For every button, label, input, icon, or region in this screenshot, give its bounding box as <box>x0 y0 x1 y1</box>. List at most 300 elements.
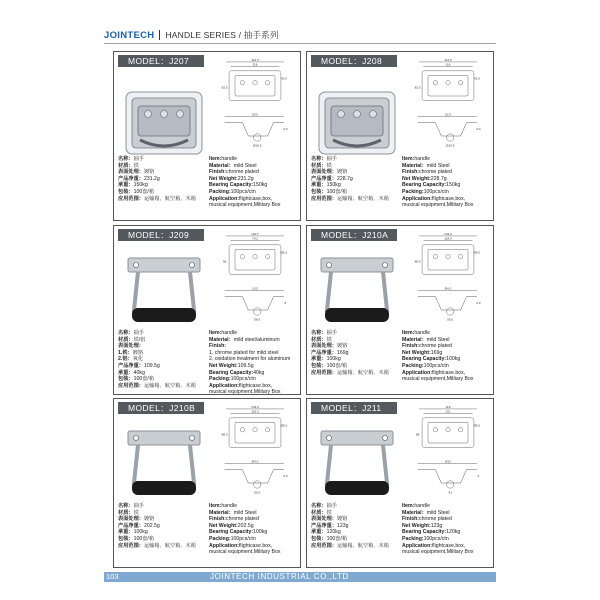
model-label: MODEL：J209 <box>118 229 204 241</box>
product-photo <box>313 248 401 338</box>
spec-key: 产品净重： <box>311 522 337 529</box>
spec-value: 123g <box>336 522 349 529</box>
dimension-label: 118 <box>445 405 451 410</box>
spec-row <box>402 182 494 189</box>
spec-key: Finish: <box>209 343 227 350</box>
spec-value: 169g <box>430 349 443 356</box>
spec-row <box>118 536 214 543</box>
spec-key: Material： <box>209 162 234 169</box>
dimension-label: 50.0 <box>254 490 261 495</box>
spec-key: 包装： <box>311 362 327 369</box>
spec-value: chrome plated <box>419 516 452 523</box>
spec-value: 150kg <box>446 182 461 189</box>
dimension-label: 2.0 <box>283 127 288 132</box>
spec-value: mild Steel <box>233 162 257 169</box>
spec-value: 镀铬 <box>143 169 155 176</box>
spec-list-chinese <box>311 156 407 202</box>
model-label: MODEL：J207 <box>118 55 204 67</box>
model-label: MODEL：J211 <box>311 402 397 414</box>
spec-key: 应用范围： <box>311 369 337 376</box>
spec-row <box>209 376 301 383</box>
dimension-label: Ø5.0 <box>473 250 481 255</box>
spec-value: 100pcs/ctn <box>423 362 449 369</box>
spec-row <box>311 503 407 510</box>
spec-key: 名称： <box>118 503 134 509</box>
spec-row <box>402 176 494 183</box>
spec-value: 镀铬 <box>143 516 155 523</box>
spec-value: 铁/铝 <box>133 336 146 343</box>
product-photo <box>120 248 208 338</box>
spec-value: chrome plated <box>226 516 259 523</box>
spec-list-chinese <box>311 503 407 549</box>
spec-value: musical equipment,Military Box <box>402 549 474 556</box>
spec-list-english <box>402 330 494 383</box>
spec-key: 应用范围： <box>118 542 144 549</box>
spec-key: Packing: <box>402 188 424 195</box>
spec-row <box>402 337 494 344</box>
spec-key: Application: <box>402 542 432 549</box>
spec-key: 承重： <box>118 529 134 536</box>
spec-row <box>209 363 301 370</box>
spec-value: flightcase,box, <box>431 542 466 549</box>
spec-row <box>118 363 214 370</box>
spec-value: 抽手 <box>133 330 144 336</box>
dimension-label: 10.5 <box>251 286 259 291</box>
spec-value: flightcase,box, <box>238 195 273 202</box>
dimension-label: 112.0 <box>444 58 452 63</box>
spec-value: 铁 <box>133 162 139 169</box>
dimension-label: 118.0 <box>251 409 259 414</box>
dimension-label: 82.5 <box>414 85 421 90</box>
dimension-label: 42.0 <box>473 76 480 81</box>
product-photo <box>313 421 401 511</box>
spec-value: 运输箱、航空箱、木箱 <box>143 195 196 202</box>
product-card <box>306 225 494 395</box>
spec-value: musical equipment,Military Box <box>209 389 281 396</box>
spec-row <box>209 389 301 396</box>
spec-value: 运输箱、航空箱、木箱 <box>336 195 389 202</box>
spec-row <box>402 549 494 556</box>
product-card <box>113 51 301 221</box>
spec-value: 镀铬 <box>132 349 144 356</box>
spec-value: flightcase,box, <box>238 382 273 389</box>
spec-value: 铁 <box>326 336 332 343</box>
spec-key: Net Weight: <box>209 362 238 369</box>
product-photo <box>120 74 208 164</box>
product-card <box>113 398 301 568</box>
spec-value: musical equipment,Military Box <box>209 202 281 209</box>
spec-value: 150kg <box>133 182 148 189</box>
spec-row <box>402 169 494 176</box>
spec-value: 抽手 <box>326 330 337 336</box>
dimension-label: 58.0 <box>254 317 261 322</box>
dimension-label: 134.0 <box>444 232 452 237</box>
spec-value: 100套/箱 <box>326 188 348 195</box>
spec-key: 名称： <box>311 330 327 336</box>
spec-key: Packing: <box>209 376 231 383</box>
spec-key: 包装： <box>118 188 134 195</box>
dimension-label: 5 <box>284 301 287 306</box>
spec-value: handle <box>221 330 237 336</box>
spec-row <box>118 189 214 196</box>
spec-row <box>118 529 214 536</box>
spec-row <box>209 549 301 556</box>
spec-value: handle <box>221 156 237 162</box>
spec-value: 100套/箱 <box>133 376 155 383</box>
model-label: MODEL：J210A <box>311 229 397 241</box>
spec-value: 运输箱、航空箱、木箱 <box>143 542 196 549</box>
spec-row <box>209 196 301 203</box>
spec-key: 表面处理： <box>118 343 144 350</box>
spec-value: 2. oxidation treatment for aluminum <box>209 356 291 363</box>
spec-row <box>402 350 494 357</box>
spec-value: 100pcs/ctn <box>230 376 256 383</box>
dimension-label: 50.0 <box>251 112 259 117</box>
spec-row <box>402 156 494 163</box>
dimension-label: Ø5.0 <box>280 423 288 428</box>
spec-row <box>209 337 301 344</box>
spec-value: 231.2g <box>143 175 160 182</box>
spec-row <box>402 529 494 536</box>
spec-row <box>209 529 301 536</box>
spec-key: 材质： <box>311 509 327 516</box>
spec-key: Application: <box>209 195 239 202</box>
dimension-label: 88.0 <box>414 259 421 264</box>
spec-value: 202.5g <box>237 522 254 529</box>
product-card <box>306 398 494 568</box>
spec-value: 150kg <box>253 182 268 189</box>
product-card <box>113 225 301 395</box>
spec-key: Material： <box>209 509 234 516</box>
spec-value: 100pcs/ctn <box>230 535 256 542</box>
spec-row <box>118 182 214 189</box>
spec-list-english <box>402 156 494 209</box>
spec-row <box>209 350 301 357</box>
spec-row <box>118 330 214 337</box>
spec-value: 202.5g <box>143 522 160 529</box>
spec-key: 材质： <box>118 162 134 169</box>
spec-key: 表面处理： <box>311 169 337 176</box>
spec-value: 40kg <box>253 369 265 376</box>
spec-row <box>402 543 494 550</box>
spec-key: 包装： <box>118 535 134 542</box>
spec-value: 100kg <box>133 529 148 536</box>
spec-value: 运输箱、航空箱、木箱 <box>336 542 389 549</box>
spec-list-chinese <box>118 330 214 389</box>
spec-row <box>402 356 494 363</box>
spec-key: 产品净重： <box>311 349 337 356</box>
spec-value: chrome plated <box>226 169 259 176</box>
spec-row <box>209 176 301 183</box>
spec-key: Item: <box>402 330 415 336</box>
spec-list-chinese <box>118 156 214 202</box>
spec-key: 名称： <box>118 330 134 336</box>
spec-row <box>311 543 407 550</box>
spec-value: 123g <box>430 522 443 529</box>
spec-value: 100套/箱 <box>326 362 348 369</box>
dimension-label: 96 <box>222 259 227 264</box>
dimension-label: Ø16.5 <box>252 143 262 148</box>
product-photo <box>313 74 401 164</box>
spec-row <box>311 156 407 163</box>
spec-key: Finish: <box>209 516 227 523</box>
spec-row <box>311 536 407 543</box>
spec-value: 100kg <box>326 356 341 363</box>
page-number: 103 <box>106 572 119 581</box>
spec-key: Material： <box>402 336 427 343</box>
spec-row <box>402 163 494 170</box>
dimension-label: 116 <box>445 62 451 67</box>
spec-value: 铁 <box>326 162 332 169</box>
spec-value: 231.2g <box>237 175 254 182</box>
series-title: HANDLE SERIES / 抽手系列 <box>165 30 279 40</box>
spec-key: Material： <box>402 509 427 516</box>
spec-value: 铁 <box>133 509 139 516</box>
spec-row <box>209 169 301 176</box>
spec-value: 运输箱、航空箱、木箱 <box>336 369 389 376</box>
spec-key: Packing: <box>209 535 231 542</box>
spec-key: 名称： <box>311 503 327 509</box>
spec-row <box>402 330 494 337</box>
spec-value: 100套/箱 <box>326 535 348 542</box>
spec-key: 表面处理： <box>311 343 337 350</box>
dimension-label: Ø4.0 <box>251 459 259 464</box>
spec-key: 包装： <box>311 535 327 542</box>
spec-row <box>402 523 494 530</box>
spec-row <box>118 196 214 203</box>
spec-row <box>311 356 407 363</box>
spec-key: Application: <box>402 369 432 376</box>
spec-value: mild Steel <box>426 336 450 343</box>
spec-value: chrome plated <box>419 343 452 350</box>
dimension-label: 52.5 <box>444 112 452 117</box>
dimension-label: 88.0 <box>221 432 228 437</box>
spec-value: musical equipment,Military Box <box>402 202 474 209</box>
spec-row <box>402 510 494 517</box>
spec-key: 材质： <box>311 336 327 343</box>
spec-key: 材质： <box>118 336 134 343</box>
spec-key: Net Weight: <box>402 349 431 356</box>
spec-row <box>209 536 301 543</box>
dimension-label: Ø12 <box>445 459 451 464</box>
spec-value: flightcase,box, <box>431 195 466 202</box>
spec-key: 承重： <box>311 182 327 189</box>
spec-key: 表面处理： <box>118 516 144 523</box>
spec-row <box>311 370 407 377</box>
spec-value: mild Steel <box>426 162 450 169</box>
dimension-label: 2 <box>477 474 480 479</box>
dimension-label: 41 <box>448 490 452 495</box>
spec-key: Material： <box>402 162 427 169</box>
spec-row <box>209 370 301 377</box>
spec-key: Packing: <box>402 362 424 369</box>
spec-key: 承重： <box>118 182 134 189</box>
spec-key: Net Weight: <box>209 175 238 182</box>
spec-value: 抽手 <box>326 156 337 162</box>
spec-key: 承重： <box>118 369 134 376</box>
spec-row <box>311 330 407 337</box>
dimension-label: 2.0 <box>476 127 481 132</box>
spec-value: 100pcs/ctn <box>230 188 256 195</box>
dimension-label: 79.2 <box>251 236 259 241</box>
spec-row <box>402 343 494 350</box>
dimension-label: 2.0 <box>476 301 481 306</box>
spec-key: 2.铝： <box>118 356 133 363</box>
spec-row <box>118 156 214 163</box>
spec-row <box>209 182 301 189</box>
spec-row <box>402 363 494 370</box>
spec-value: chrome plated <box>419 169 452 176</box>
spec-row <box>209 330 301 337</box>
spec-value: 1. chrome plated for mild steel <box>209 349 279 356</box>
spec-value: 120kg <box>326 529 341 536</box>
spec-key: Finish: <box>402 169 420 176</box>
dimension-label: Ø4.0 <box>444 286 452 291</box>
spec-key: 包装： <box>311 188 327 195</box>
spec-value: 150kg <box>326 182 341 189</box>
spec-row <box>209 156 301 163</box>
spec-value: 抽手 <box>133 503 144 509</box>
spec-key: Finish: <box>402 516 420 523</box>
product-photo <box>120 421 208 511</box>
spec-key: Material： <box>209 336 234 343</box>
spec-row <box>209 543 301 550</box>
spec-value: handle <box>414 330 430 336</box>
spec-key: 包装： <box>118 376 134 383</box>
spec-key: 应用范围： <box>311 542 337 549</box>
spec-row <box>209 163 301 170</box>
dimension-label: 88 <box>415 432 420 437</box>
spec-key: 产品净重： <box>311 175 337 182</box>
spec-key: Bearing Capacity: <box>209 182 254 189</box>
header-divider <box>159 30 160 40</box>
spec-key: Bearing Capacity: <box>402 529 447 536</box>
spec-key: Item: <box>402 156 415 162</box>
spec-row <box>311 529 407 536</box>
spec-row <box>118 376 214 383</box>
dimension-label: 42.0 <box>280 76 287 81</box>
spec-value: 铁 <box>326 509 332 516</box>
spec-key: 产品净重： <box>118 522 144 529</box>
spec-key: Net Weight: <box>402 522 431 529</box>
spec-value: 镀铬 <box>336 516 348 523</box>
spec-key: Item: <box>209 330 222 336</box>
spec-value: 109.5g <box>143 362 160 369</box>
spec-value: flightcase,box, <box>238 542 273 549</box>
spec-key: 名称： <box>118 156 134 162</box>
spec-key: Net Weight: <box>209 522 238 529</box>
spec-value: 40kg <box>133 369 145 376</box>
spec-key: Bearing Capacity: <box>402 356 447 363</box>
spec-list-chinese <box>311 330 407 376</box>
model-label: MODEL：J208 <box>311 55 397 67</box>
spec-row <box>311 189 407 196</box>
spec-list-english <box>209 330 301 396</box>
spec-value: musical equipment,Military Box <box>209 549 281 556</box>
spec-value: mild Steel <box>426 509 450 516</box>
dimension-label: Ø5.0 <box>473 423 481 428</box>
spec-row <box>209 189 301 196</box>
spec-value: 100套/箱 <box>133 188 155 195</box>
spec-value: mild Steel <box>233 509 257 516</box>
spec-key: 材质： <box>118 509 134 516</box>
spec-list-english <box>209 503 301 556</box>
spec-key: 产品净重： <box>118 175 144 182</box>
dimension-label: 120.7 <box>251 232 259 237</box>
spec-row <box>402 370 494 377</box>
spec-row <box>209 343 301 350</box>
spec-key: 1.铁： <box>118 349 133 356</box>
spec-key: Bearing Capacity: <box>209 369 254 376</box>
spec-row <box>118 543 214 550</box>
spec-value: 120kg <box>446 529 461 536</box>
spec-row <box>311 196 407 203</box>
spec-key: Bearing Capacity: <box>402 182 447 189</box>
spec-value: musical equipment,Military Box <box>402 376 474 383</box>
spec-key: 表面处理： <box>118 169 144 176</box>
spec-row <box>118 343 214 350</box>
spec-row <box>402 376 494 383</box>
spec-value: mild steel/aluminum <box>233 336 280 343</box>
spec-value: 运输箱、航空箱、木箱 <box>143 382 196 389</box>
spec-key: Item: <box>209 503 222 509</box>
spec-key: Item: <box>402 503 415 509</box>
spec-row <box>311 169 407 176</box>
dimension-label: 112.0 <box>251 58 259 63</box>
spec-value: handle <box>414 156 430 162</box>
dimension-label: 101 <box>445 409 451 414</box>
spec-row <box>311 516 407 523</box>
spec-row <box>209 202 301 209</box>
spec-value: flightcase,box, <box>431 369 466 376</box>
product-card <box>306 51 494 221</box>
spec-row <box>209 510 301 517</box>
page-header <box>104 28 279 42</box>
spec-key: Application: <box>209 382 239 389</box>
spec-row <box>402 516 494 523</box>
spec-key: 应用范围： <box>118 382 144 389</box>
spec-row <box>209 523 301 530</box>
spec-value: 228.7g <box>336 175 353 182</box>
dimension-label: 50.0 <box>447 317 454 322</box>
spec-key: 材质： <box>311 162 327 169</box>
spec-key: Item: <box>209 156 222 162</box>
spec-row <box>118 383 214 390</box>
spec-row <box>311 343 407 350</box>
spec-key: 产品净重： <box>118 362 144 369</box>
spec-row <box>118 356 214 363</box>
spec-key: Net Weight: <box>402 175 431 182</box>
dimension-label: 2.0 <box>283 474 288 479</box>
spec-key: Application: <box>209 542 239 549</box>
spec-row <box>209 383 301 390</box>
spec-key: Packing: <box>209 188 231 195</box>
spec-key: 承重： <box>311 529 327 536</box>
spec-row <box>311 182 407 189</box>
spec-key: 应用范围： <box>311 195 337 202</box>
spec-row <box>209 503 301 510</box>
spec-list-chinese <box>118 503 214 549</box>
spec-row <box>402 536 494 543</box>
spec-value: handle <box>221 503 237 509</box>
spec-row <box>402 202 494 209</box>
dimension-label: Ø5.2 <box>280 250 288 255</box>
spec-value: 镀铬 <box>336 343 348 350</box>
spec-row <box>209 516 301 523</box>
spec-key: Packing: <box>402 535 424 542</box>
spec-key: 表面处理： <box>311 516 337 523</box>
spec-row <box>402 503 494 510</box>
